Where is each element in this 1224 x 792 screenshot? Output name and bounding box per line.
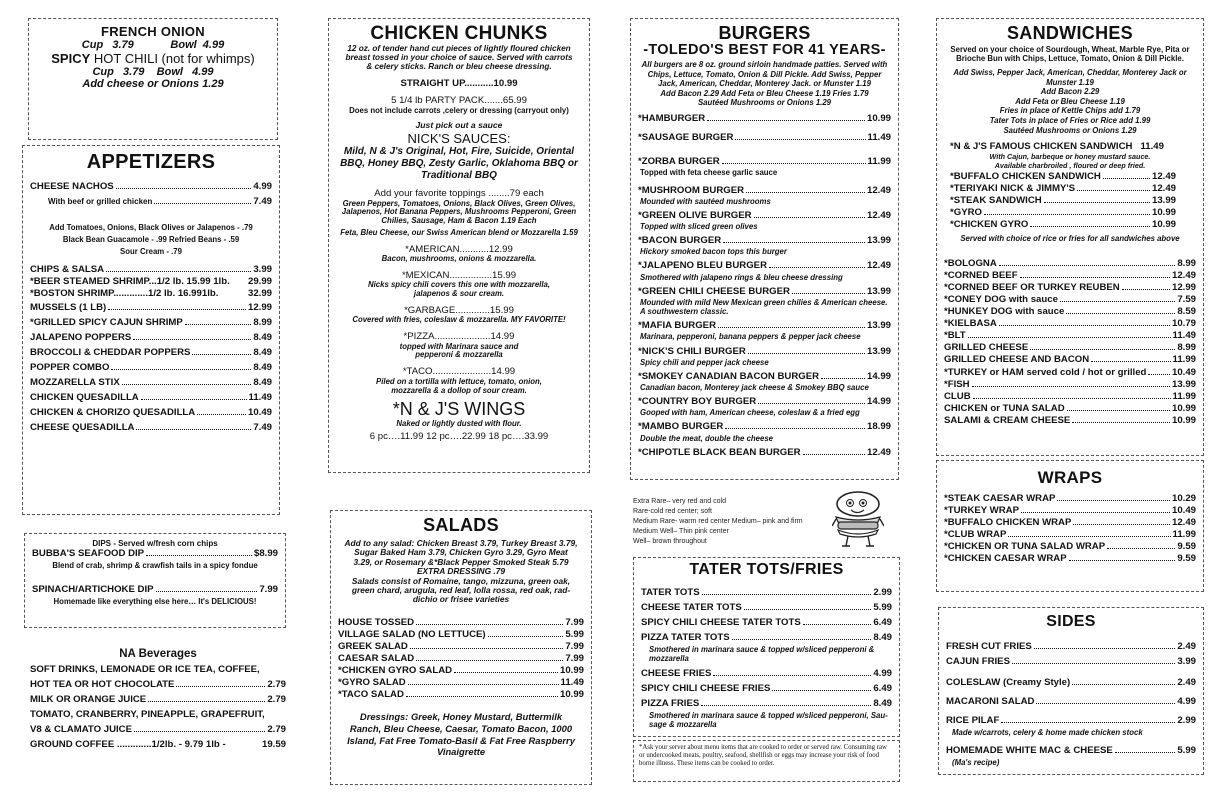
burgers-desc3: Sautéed Mushrooms or Onions 1.29 (697, 98, 831, 108)
french-onion-section (28, 18, 278, 140)
french-onion-prices: Cup 3.79 Bowl 4.99 (81, 38, 225, 51)
menu-item: GROUND COFFEE .............1/2lb. - 9.79 1lb - 19.59 (30, 739, 286, 750)
menu-item: *NICK'S CHILI BURGER 13.99 (638, 345, 891, 357)
toppings: Add your favorite toppings ........79 each (374, 188, 544, 200)
special-name: *AMERICAN...........12.99 (405, 243, 513, 255)
menu-item: MOZZARELLA STIX 8.49 (30, 377, 272, 389)
menu-item: HOMEMADE WHITE MAC & CHEESE 5.99 (946, 745, 1196, 756)
menu-item: CHICKEN QUESADILLA 11.49 (30, 392, 272, 404)
menu-item: MACARONI SALAD 4.99 (946, 695, 1196, 707)
burgers-desc2: Add Bacon 2.29 Add Feta or Bleu Cheese 1.19 Fries 1.79 (660, 88, 869, 98)
menu-item: *CHICKEN GYRO SALAD 10.99 (338, 665, 584, 677)
sauces-list: Mild, N & J's Original, Hot, Fire, Suicide, Oriental BBQ, Honey BBQ, Zesty Garlic, Oklahoma BBQ or Traditional BBQ (340, 146, 578, 182)
menu-item: V8 & CLAMATO JUICE 2.79 (30, 724, 286, 735)
chicken-chunks-desc: 12 oz. of tender hand cut pieces of lightly floured chicken breast tossed in your choice of sauce. Served with carrots & celery sticks. Ranch or bleu cheese dressing. (345, 43, 573, 72)
beverages-line: SOFT DRINKS, LEMONADE OR ICE TEA, COFFEE, (30, 664, 260, 675)
menu-item: COLESLAW (Creamy Style) 2.49 (946, 676, 1196, 688)
sandwiches-desc7: Sautéed Mushrooms or Onions 1.29 (1003, 125, 1137, 135)
burgers-section (630, 18, 899, 480)
menu-item: MUSSELS (1 LB) 12.99 (30, 302, 272, 314)
menu-item: SPICY CHILI CHEESE FRIES 6.49 (641, 683, 892, 695)
menu-item: MILK OR ORANGE JUICE 2.79 (30, 694, 286, 705)
item-note: Double the meat, double the cheese (640, 433, 774, 443)
tater-tots-title: TATER TOTS/FRIES (689, 561, 844, 578)
menu-item: *CHICKEN OR TUNA SALAD WRAP 9.59 (944, 541, 1196, 553)
salads-section (330, 510, 592, 785)
menu-item: POPPER COMBO 8.49 (30, 362, 272, 374)
menu-item: GRILLED CHEESE 8.99 (944, 342, 1196, 354)
special-desc: Piled on a tortilla with lettuce, tomato, onion, mozzarella & a dollop of sour cream. (376, 376, 542, 395)
item-note: Smothered with jalapeno rings & bleu cheese dressing (640, 272, 843, 282)
burgers-title: BURGERS (718, 23, 811, 43)
menu-item: CHICKEN & CHORIZO QUESADILLA 10.49 (30, 407, 272, 419)
menu-item: SALAMI & CREAM CHEESE 10.99 (944, 414, 1196, 426)
menu-item: RICE PILAF 2.99 (946, 714, 1196, 726)
sauces-title: NICK'S SAUCES: (407, 131, 511, 147)
burgers-subtitle: -TOLEDO'S BEST FOR 41 YEARS- (643, 41, 886, 58)
menu-item: *CONEY DOG with sauce 7.59 (944, 293, 1196, 305)
special-name: *GARBAGE.............15.99 (404, 304, 514, 316)
menu-item: *HUNKEY DOG with sauce 8.59 (944, 306, 1196, 318)
item-note: Marinara, pepperoni, banana peppers & pepper jack cheese (640, 332, 861, 342)
chili-prices: Cup 3.79 Bowl 4.99 (92, 65, 214, 78)
menu-item: *MAFIA BURGER 13.99 (638, 320, 891, 332)
menu-item: *TACO SALAD 10.99 (338, 689, 584, 701)
famous-note: With Cajun, barbeque or honey mustard sauce. (989, 152, 1151, 162)
menu-item: *CORNED BEEF 12.49 (944, 269, 1196, 281)
menu-item: *BOLOGNA 8.99 (944, 257, 1196, 269)
menu-item: CHIPS & SALSA 3.99 (30, 264, 272, 276)
chili-spicy: SPICY (51, 50, 91, 66)
tater-tots-section (633, 557, 900, 737)
dips-note: Blend of crab, shrimp & crawfish tails in a spicy fondue (52, 561, 258, 571)
menu-item: *BOSTON SHRIMP.............1/2 lb. 16.991lb. 32.99 (30, 288, 272, 300)
salads-title: SALADS (423, 515, 499, 535)
party-note: Does not include carrots ,celery or dressing (carryout only) (349, 105, 569, 115)
item-note: Hickory smoked bacon tops this burger (640, 247, 787, 257)
famous-note: Available charbroiled , floured or deep fried. (994, 160, 1146, 170)
chicken-chunks-section (328, 18, 590, 473)
menu-item: *CORNED BEEF OR TURKEY REUBEN 12.99 (944, 281, 1196, 293)
straight-up: STRAIGHT UP...........10.99 (400, 77, 518, 89)
chili-title-rest: HOT CHILI (not for whimps) (90, 50, 255, 66)
sides-title: SIDES (1046, 613, 1096, 630)
menu-item: With beef or grilled chicken 7.49 (48, 196, 272, 208)
menu-item: SPICY CHILI CHEESE TATER TOTS 6.49 (641, 616, 892, 628)
menu-item: *GRILLED SPICY CAJUN SHRIMP 8.99 (30, 317, 272, 329)
menu-item: *BEER STEAMED SHRIMP...1/2 lb. 15.99 1lb. 29.99 (30, 276, 272, 288)
menu-item: *CHICKEN CAESAR WRAP 9.59 (944, 553, 1196, 565)
served-note: Served with choice of rice or fries for all sandwiches above (960, 233, 1180, 243)
menu-item: *ZORBA BURGER 11.99 (638, 156, 891, 168)
item-note: Canadian bacon, Monterey jack cheese & Smokey BBQ sauce (640, 382, 869, 392)
menu-item: *HAMBURGER 10.99 (638, 113, 891, 125)
menu-item: *BLT 11.49 (944, 330, 1196, 342)
consumer-warning: *Ask your server about menu items that are cooked to order or served raw. Consuming raw or undercooked meats, poultry, seafood, shellfish or eggs may increase your risk of food borne illness. These items can be cooked to order. (633, 740, 900, 782)
beverages-section (30, 648, 286, 752)
menu-item: *BUFFALO CHICKEN WRAP 12.49 (944, 517, 1196, 529)
beverages-line: TOMATO, CRANBERRY, PINEAPPLE, GRAPEFRUIT, (30, 709, 265, 720)
menu-item: *GYRO SALAD 11.49 (338, 677, 584, 689)
special-name: *PIZZA.....................14.99 (403, 331, 515, 343)
menu-item: *STEAK SANDWICH 13.99 (950, 194, 1176, 206)
menu-item: TATER TOTS 2.99 (641, 586, 892, 598)
dips-title: DIPS - Served w/fresh corn chips (92, 539, 218, 548)
sandwiches-section (936, 18, 1204, 456)
menu-item: VILLAGE SALAD (NO LETTUCE) 5.99 (338, 628, 584, 640)
chicken-chunks-title: CHICKEN CHUNKS (370, 23, 548, 44)
menu-item: FRESH CUT FRIES 2.49 (946, 640, 1196, 652)
doneness-guide: Extra Rare– very red and cold Rare-cold red center; soft Medium Rare- warm red center Medium– pink and firm Medium Well– Thin pink center Well– brown throughout (633, 498, 803, 545)
menu-item: *GREEN CHILI CHEESE BURGER 13.99 (638, 285, 891, 297)
dips-section (24, 533, 286, 628)
menu-item: PIZZA TATER TOTS 8.49 (641, 631, 892, 643)
party-pack: 5 1/4 lb PARTY PACK.......65.99 (391, 95, 527, 107)
menu-item: *JALAPENO BLEU BURGER 12.49 (638, 260, 891, 272)
special-desc: Nicks spicy chili covers this one with mozzarella, jalapenos & sour cream. (368, 280, 550, 299)
menu-item: CHEESE FRIES 4.99 (641, 668, 892, 680)
menu-item: BROCCOLI & CHEDDAR POPPERS 8.49 (30, 347, 272, 359)
wings-prices: 6 pc….11.99 12 pc….22.99 18 pc….33.99 (369, 430, 549, 442)
menu-item: GREEK SALAD 7.99 (338, 640, 584, 652)
special-desc: Covered with fries, coleslaw & mozzarella. MY FAVORITE! (352, 315, 566, 325)
item-note: Topped with sliced green olives (640, 221, 758, 231)
item-note: Mounded with mild New Mexican green chilies & American cheese. A southwestern classic. (640, 297, 888, 317)
item-note: Smothered in marinara sauce & topped w/sliced pepperoni & mozzarella (649, 644, 875, 663)
item-note: Mounded with sautéed mushrooms (640, 196, 771, 206)
special-desc: topped with Marinara sauce and pepperoni & mozzarella (399, 341, 519, 360)
sandwiches-desc6: Tater Tots in place of Fries or Rice add 1.99 (989, 116, 1151, 126)
salads-dressings: Dressings: Greek, Honey Mustard, Buttermilk Ranch, Bleu Cheese, Caesar, Tomato Bacon, 1000 Island, Fat Free Tomato-Basil & Fat Free Raspberry Vinaigrette (347, 711, 575, 758)
appetizers-section (22, 145, 280, 515)
wraps-title: WRAPS (1037, 468, 1103, 487)
item-note: Made w/carrots, celery & home made chicken stock (952, 727, 1143, 737)
menu-item: CAESAR SALAD 7.99 (338, 653, 584, 665)
menu-item: *TURKEY WRAP 10.49 (944, 504, 1196, 516)
menu-item: *TURKEY or HAM served cold / hot or grilled 10.49 (944, 366, 1196, 378)
burgers-desc: All burgers are 8 oz. ground sirloin handmade patties. Served with Chips, Lettuce, Tomato, Onion & Dill Pickle. Add Swiss, Pepper Jack, American, Cheddar, Monterey Jack. or Munster 1.19 (641, 60, 888, 89)
menu-item: *FISH 13.99 (944, 378, 1196, 390)
sides-section (938, 607, 1204, 775)
menu-item: *CLUB WRAP 11.99 (944, 529, 1196, 541)
menu-item: *BUFFALO CHICKEN SANDWICH 12.49 (950, 170, 1176, 182)
appetizers-add-note: Add Tomatoes, Onions, Black Olives or Jalapenos - .79 Black Bean Guacamole - .99 Refried Beans - .59 Sour Cream - .79 (49, 223, 253, 257)
wings-title: *N & J'S WINGS (392, 399, 526, 420)
burger-mascot-icon (832, 490, 884, 548)
salads-desc2: Salads consist of Romaine, tango, mizzuna, green oak, green chard, arugula, red leaf, lolla rossa, red oak, rad-dichio or frisee varieties (351, 575, 571, 605)
menu-item: CLUB 11.99 (944, 390, 1196, 402)
item-note: (Ma's recipe) (952, 758, 1000, 767)
menu-item: CHICKEN or TUNA SALAD 10.99 (944, 402, 1196, 414)
item-note: Spicy chili and pepper jack cheese (640, 357, 769, 367)
menu-item: CHEESE NACHOS 4.99 (30, 181, 272, 192)
dips-note: Homemade like everything else here… It's DELICIOUS! (53, 597, 257, 607)
special-name: *TACO......................14.99 (402, 366, 516, 378)
chili-add: Add cheese or Onions 1.29 (82, 77, 224, 90)
menu-item: *BACON BURGER 13.99 (638, 235, 891, 247)
menu-item: CHEESE QUESADILLA 7.49 (30, 422, 272, 434)
menu-item: PIZZA FRIES 8.49 (641, 698, 892, 710)
menu-item: *GREEN OLIVE BURGER 12.49 (638, 209, 891, 221)
menu-item: CHEESE TATER TOTS 5.99 (641, 601, 892, 613)
menu-item: *CHICKEN GYRO 10.99 (950, 218, 1176, 230)
sandwiches-desc2: Add Swiss, Pepper Jack, American, Cheddar, Monterey Jack or Munster 1.19 (953, 68, 1187, 87)
salads-desc: Add to any salad: Chicken Breast 3.79, Turkey Breast 3.79, Sugar Baked Ham 3.79, Chicken Gyro 3.29, Gyro Meat 3.29, or Rosemary &*Black Pepper Smoked Steak 5.79 EXTRA DRESSING .79 (344, 537, 578, 577)
special-desc: Bacon, mushrooms, onions & mozzarella. (381, 254, 537, 264)
menu-item: *KIELBASA 10.79 (944, 318, 1196, 330)
menu-item: SPINACH/ARTICHOKE DIP 7.99 (32, 584, 278, 596)
menu-item: JALAPENO POPPERS 8.49 (30, 332, 272, 344)
menu-item: *TERIYAKI NICK & JIMMY'S 12.49 (950, 182, 1176, 194)
menu-item: *STEAK CAESAR WRAP 10.29 (944, 492, 1196, 504)
wings-desc: Naked or lightly dusted with flour. (396, 419, 522, 429)
item-note: Gooped with ham, American cheese, coleslaw & a fried egg (640, 408, 860, 418)
item-note: Topped with feta cheese garlic sauce (640, 168, 778, 178)
special-name: *MEXICAN................15.99 (401, 269, 517, 281)
menu-item: *COUNTRY BOY BURGER 14.99 (638, 396, 891, 408)
toppings-desc: Green Peppers, Tomatoes, Onions, Black Olives, Green Olives, Jalapenos, Hot Banana Peppers, Mushrooms Pepperoni, Green Chilies, Sausage, Ham & Bacon 1.19 Each (341, 198, 577, 226)
sandwiches-title: SANDWICHES (1006, 23, 1133, 43)
menu-item: *MAMBO BURGER 18.99 (638, 421, 891, 433)
sandwiches-desc3: Add Bacon 2.29 (1040, 87, 1100, 97)
sandwiches-desc5: Fries in place of Kettle Chips add 1.79 (999, 106, 1141, 116)
beverages-title: NA Beverages (119, 648, 197, 660)
menu-item: *MUSHROOM BURGER 12.49 (638, 184, 891, 196)
menu-item: *CHIPOTLE BLACK BEAN BURGER 12.49 (638, 446, 891, 458)
sandwiches-desc: Served on your choice of Sourdough, Wheat, Marble Rye, Pita or Brioche Bun with Chips, Lettuce, Tomato, Onion & Dill Pickle. (950, 44, 1190, 64)
menu-item: *SAUSAGE BURGER 11.49 (638, 132, 891, 144)
appetizers-title: APPETIZERS (86, 151, 216, 173)
menu-item: HOUSE TOSSED 7.99 (338, 616, 584, 628)
item-note: Smothered in marinara sauce & topped w/sliced pepperoni, Sau-sage & mozzarella (649, 711, 888, 730)
pick-sauce: Just pick out a sauce (415, 120, 503, 131)
menu-item: *GYRO 10.99 (950, 206, 1176, 218)
menu-item: CAJUN FRIES 3.99 (946, 655, 1196, 667)
menu-item: BUBBA'S SEAFOOD DIP $8.99 (32, 548, 278, 559)
menu-item: *N & J'S FAMOUS CHICKEN SANDWICH 11.49 (950, 141, 1164, 153)
french-onion-title: FRENCH ONION (101, 24, 205, 39)
menu-item: HOT TEA OR HOT CHOCOLATE 2.79 (30, 679, 286, 690)
sandwiches-desc4: Add Feta or Bleu Cheese 1.19 (1015, 96, 1125, 106)
wraps-section (936, 460, 1204, 592)
menu-item: *SMOKEY CANADIAN BACON BURGER 14.99 (638, 370, 891, 382)
cheese-note: Feta, Bleu Cheese, our Swiss American blend or Mozzarella 1.59 (340, 227, 578, 237)
menu-item: GRILLED CHEESE AND BACON 11.99 (944, 354, 1196, 366)
chili-title (36, 51, 270, 66)
